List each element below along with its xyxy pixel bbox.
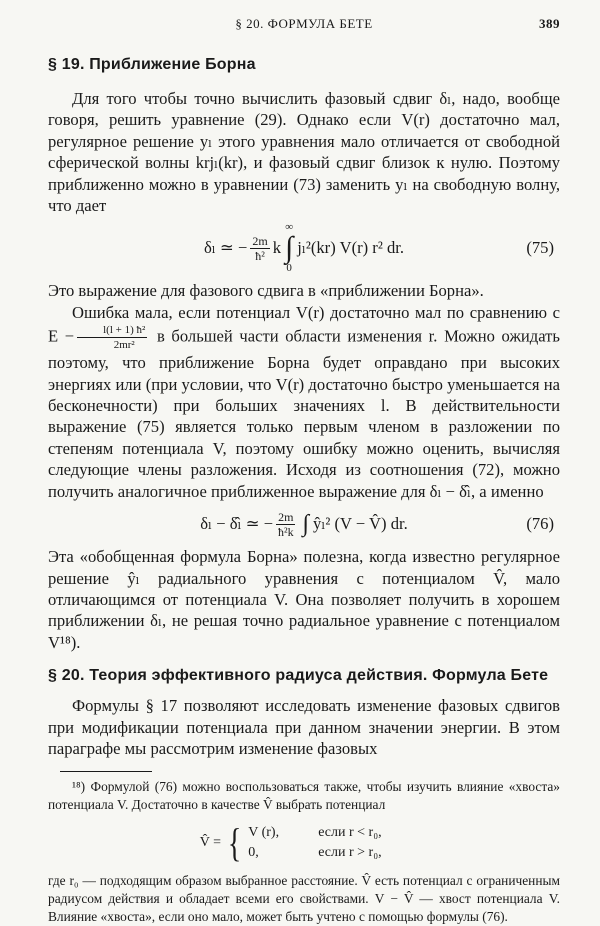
eq75-integrand: jₗ²(kr) V(r) r² dr. xyxy=(297,238,404,258)
p3-frac-num: l(l + 1) ħ² xyxy=(77,323,147,338)
running-head-title: § 20. ФОРМУЛА БЕТЕ xyxy=(235,16,373,31)
eq76-fraction xyxy=(276,510,295,539)
case-2-value: 0, xyxy=(248,845,259,861)
eq75-integral xyxy=(285,222,293,274)
page-content xyxy=(48,50,560,926)
fn-eq-case-1 xyxy=(248,823,408,843)
fn-eq-cases xyxy=(221,820,408,866)
equation-76 xyxy=(48,502,560,546)
eq75-k: k xyxy=(272,238,282,258)
eq75-lhs: δₗ ≃ − xyxy=(203,238,248,258)
p3-fraction xyxy=(77,323,147,352)
p3-frac-den: 2mr² xyxy=(113,339,135,352)
eq75-upper-limit: ∞ xyxy=(285,221,294,234)
page-number: 389 xyxy=(539,16,560,31)
p3-part-b: в большей части области изменения r. Можно ожидать поэтому, что приближение Борна будет оправдано при высоких энергиях или (при условии, что V(r) достаточно быстро уменьшается на бесконечности) при больших значениях l. В действительности выражение (75) является только первым членом в разложении по степеням потенциала V, поэтому ошибку можно оценить, вычисляя следующие члены разложения. Исходя из соотношения (72), можно получить аналогичное приближенное выражение для δₗ − δ̂ₗ, а именно xyxy=(48,326,560,501)
footnote-divider xyxy=(60,771,152,772)
section-19-paragraph-1: Для того чтобы точно вычислить фазовый сдвиг δₗ, надо, вообще говоря, решить уравнение (29). Однако если V(r) достаточно мал, регулярное решение yₗ этого уравнения мало отличается от свободной сферической волны krjₗ(kr), и фазовый сдвиг близок к нулю. Поэтому приближенно можно в уравнении (73) заменить yₗ на свободную волну, что дает xyxy=(48,89,560,216)
eq75-fraction xyxy=(250,234,269,263)
eq76-frac-num: 2m xyxy=(278,509,294,524)
left-brace-icon: { xyxy=(227,820,242,866)
fn-eq-case-2 xyxy=(248,843,408,863)
eq75-frac-den: ħ² xyxy=(255,248,265,263)
case-1-condition: если r < r₀, xyxy=(318,825,382,841)
footnote-paragraph-2: где r₀ — подходящим образом выбранное расстояние. V̂ есть потенциал с ограниченным радиусом действия и обладает всеми его свойствами. V − V̂ — хвост потенциала V. Влияние «хвоста», если оно мало, может быть учтено с помощью формулы (76). xyxy=(48,873,560,925)
eq76-lhs: δₗ − δ̂ₗ ≃ − xyxy=(200,514,274,534)
eq76-integral xyxy=(302,511,309,537)
case-1-value: V (r), xyxy=(248,825,280,841)
eq75-frac-num: 2m xyxy=(252,233,268,248)
equation-75 xyxy=(48,216,560,280)
integral-sign-icon: ∫ xyxy=(285,231,294,265)
footnote-paragraph-1: ¹⁸) Формулой (76) можно воспользоваться также, чтобы изучить влияние «хвоста» потенциала V. Достаточно в качестве V̂ выбрать потенциал xyxy=(48,779,560,813)
case-2-condition: если r > r₀, xyxy=(318,845,382,861)
section-19-heading: § 19. Приближение Борна xyxy=(48,56,256,73)
section-19-paragraph-4: Эта «обобщенная формула Борна» полезна, когда известно регулярное решение ŷₗ радиального уравнения с потенциалом V̂, мало отличающимся от потенциала V. Она позволяет получить в хорошем приближении δₗ, не решая точно радиальное уравнение с потенциалом V¹⁸). xyxy=(48,547,560,652)
eq76-integrand: ŷₗ² (V − V̂) dr. xyxy=(313,514,408,534)
p3-part-a: Ошибка мала, если потенциал V(r) достаточно мал по сравнению с E − xyxy=(48,302,560,346)
footnote-equation xyxy=(48,814,560,872)
section-19-paragraph-3 xyxy=(48,302,560,502)
section-19-paragraph-2: Это выражение для фазового сдвига в «приближении Борна». xyxy=(48,281,484,301)
eq76-number: (76) xyxy=(526,514,554,534)
section-20-heading: § 20. Теория эффективного радиуса действия. Формула Бете xyxy=(48,667,549,685)
eq75-number: (75) xyxy=(526,238,554,258)
integral-sign-icon: ∫ xyxy=(302,511,310,538)
section-20-paragraph-1: Формулы § 17 позволяют исследовать изменение фазовых сдвигов при модификации потенциала при данном значении энергии. В этом параграфе мы рассмотрим изменение фазовых xyxy=(48,696,560,758)
eq75-lower-limit: 0 xyxy=(286,262,292,275)
footnote-18 xyxy=(48,778,560,926)
eq76-frac-den: ħ²k xyxy=(277,524,294,539)
fn-eq-lhs: V̂ = xyxy=(199,835,222,851)
